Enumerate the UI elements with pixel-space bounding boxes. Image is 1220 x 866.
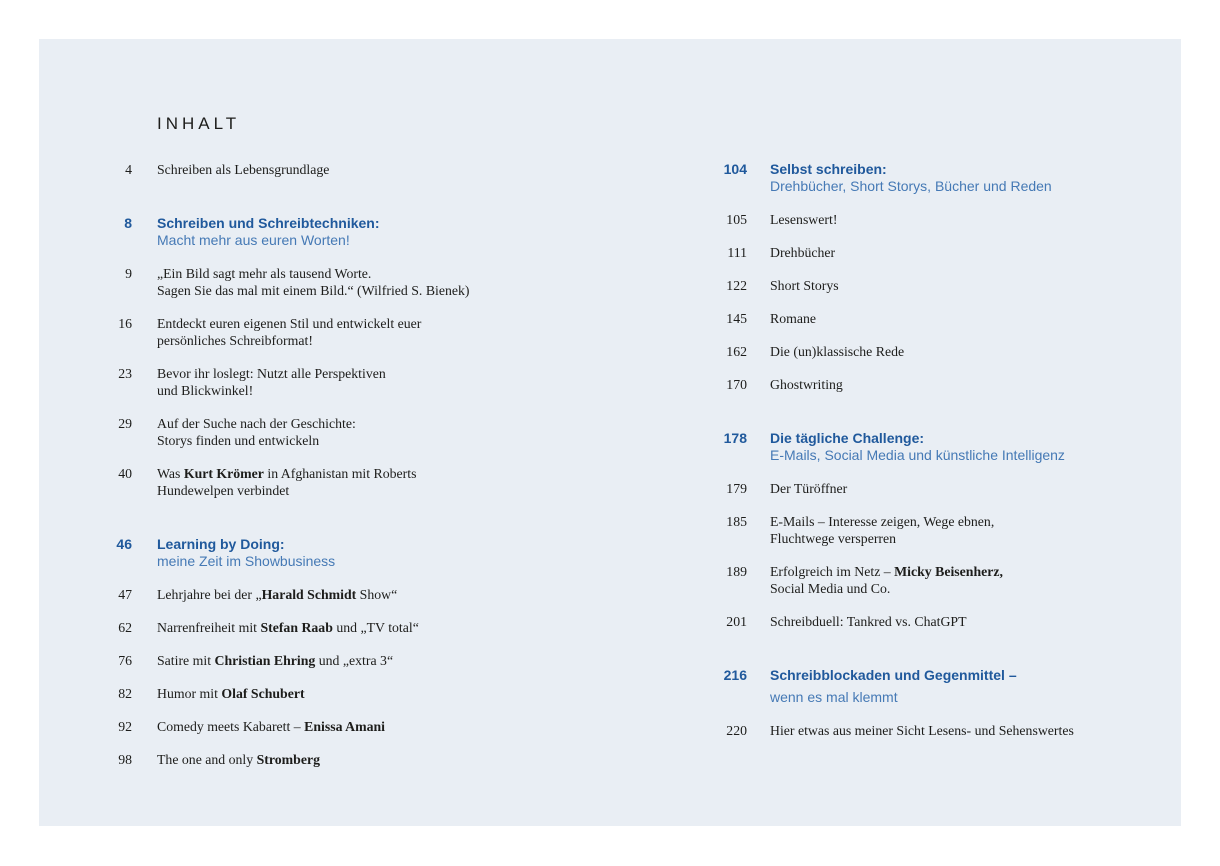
entry-text (157, 652, 393, 669)
entry-text (157, 619, 419, 636)
entry-page-number: 105 (726, 212, 747, 227)
entry-text-segment: Macht mehr aus euren Worten! (157, 232, 350, 248)
entry-page-number: 8 (124, 215, 132, 231)
entry-page-number: 62 (118, 620, 132, 635)
entry-text-segment: Drehbücher, Short Storys, Bücher und Reden (770, 178, 1052, 194)
entry-text (770, 376, 843, 393)
entry-text-segment: Ghostwriting (770, 377, 843, 392)
entry-text-segment: persönliches Schreibformat! (157, 333, 313, 348)
entry-line (157, 482, 416, 499)
toc-section-entry (39, 536, 470, 570)
entry-line (157, 652, 393, 669)
entry-page-number: 145 (726, 311, 747, 326)
toc-page (39, 39, 1181, 826)
entry-text-segment: Fluchtwege versperren (770, 531, 897, 546)
page-title: INHALT (157, 114, 241, 133)
entry-text (770, 722, 1074, 739)
entry-line (770, 722, 1074, 739)
entry-text-segment: Humor mit (157, 686, 222, 701)
entry-text (770, 613, 967, 630)
toc-item-entry (679, 513, 1074, 547)
entry-line (770, 689, 1017, 706)
entry-line (157, 232, 380, 249)
toc-item-entry (679, 480, 1074, 497)
entry-text (770, 310, 816, 327)
toc-item-entry (39, 685, 470, 702)
entry-text (157, 161, 329, 178)
entry-line (770, 376, 843, 393)
entry-page-number: 76 (118, 653, 132, 668)
entry-text (157, 685, 305, 702)
entry-text-segment: wenn es mal klemmt (770, 689, 898, 705)
entry-text-bold-segment: Stefan Raab (260, 620, 333, 635)
entry-text-bold-segment: Stromberg (256, 752, 320, 767)
entry-line (157, 415, 356, 432)
entry-page-number: 23 (118, 366, 132, 381)
toc-item-entry (39, 718, 470, 735)
entry-line (157, 332, 421, 349)
entry-line (770, 580, 1003, 597)
entry-line (770, 244, 835, 261)
entry-text-segment: meine Zeit im Showbusiness (157, 553, 336, 569)
entry-page-number: 4 (125, 162, 132, 177)
entry-line (770, 480, 847, 497)
toc-item-entry (39, 465, 470, 499)
toc-section-entry (679, 161, 1074, 195)
entry-line (770, 430, 1065, 447)
entry-text (770, 667, 1017, 706)
toc-item-entry (39, 751, 470, 768)
toc-item-entry (39, 619, 470, 636)
entry-page-number: 179 (726, 481, 747, 496)
entry-text (770, 343, 904, 360)
entry-text-segment: und „extra 3“ (315, 653, 394, 668)
entry-page-number: 216 (723, 667, 747, 683)
entry-line (157, 465, 416, 482)
entry-text-segment: und Blickwinkel! (157, 383, 254, 398)
entry-text (157, 718, 385, 735)
entry-text-bold-segment: Micky Beisenherz, (894, 564, 1003, 579)
entry-line (157, 553, 335, 570)
entry-page-number: 16 (118, 316, 132, 331)
entry-page-number: 92 (118, 719, 132, 734)
entry-text-segment: Schreibduell: Tankred vs. ChatGPT (770, 614, 967, 629)
entry-page-number: 170 (726, 377, 747, 392)
entry-text (157, 265, 470, 299)
entry-text-segment: in Afghanistan mit Roberts (263, 466, 417, 481)
entry-text (770, 480, 847, 497)
entry-line (770, 530, 994, 547)
entry-text (770, 513, 994, 547)
entry-text-bold-segment: Olaf Schubert (221, 686, 305, 701)
entry-page-number: 189 (726, 564, 747, 579)
entry-page-number: 82 (118, 686, 132, 701)
entry-text-segment: Erfolgreich im Netz – (770, 564, 895, 579)
entry-text-segment: Sagen Sie das mal mit einem Bild.“ (Wilfried S. Bienek) (157, 283, 470, 298)
toc-item-entry (679, 722, 1074, 739)
entry-text-segment: Was (157, 466, 184, 481)
entry-line (157, 718, 385, 735)
entry-page-number: 40 (118, 466, 132, 481)
entry-text-segment: Entdeckt euren eigenen Stil und entwickelt euer (157, 316, 422, 331)
entry-line (770, 161, 1052, 178)
toc-item-entry (39, 315, 470, 349)
entry-line (770, 447, 1065, 464)
entry-line (157, 365, 386, 382)
entry-line (157, 282, 470, 299)
entry-line (157, 215, 380, 232)
entry-text (770, 161, 1052, 195)
entry-text-segment: Selbst schreiben: (770, 161, 887, 177)
entry-line (157, 586, 397, 603)
entry-text-segment: Hier etwas aus meiner Sicht Lesens- und Sehenswertes (770, 723, 1074, 738)
entry-text-segment: Show“ (356, 587, 398, 602)
entry-text-segment: Satire mit (157, 653, 215, 668)
entry-page-number: 162 (726, 344, 747, 359)
toc-section-entry (39, 215, 470, 249)
entry-page-number: 29 (118, 416, 132, 431)
entry-text (770, 244, 835, 261)
entry-text (157, 215, 380, 249)
entry-text (157, 465, 416, 499)
entry-text-segment: „Ein Bild sagt mehr als tausend Worte. (157, 266, 372, 281)
entry-line (157, 161, 329, 178)
entry-text-segment: E-Mails – Interesse zeigen, Wege ebnen, (770, 514, 995, 529)
entry-text-bold-segment: Kurt Krömer (183, 466, 264, 481)
entry-text-segment: Die (un)klassische Rede (770, 344, 905, 359)
entry-page-number: 111 (727, 245, 747, 260)
entry-text-segment: Die tägliche Challenge: (770, 430, 925, 446)
entry-text (157, 415, 356, 449)
toc-item-entry (679, 277, 1074, 294)
toc-column-right (679, 161, 1074, 739)
entry-text (770, 563, 1003, 597)
entry-text-segment: E-Mails, Social Media und künstliche Intelligenz (770, 447, 1065, 463)
entry-text-segment: Der Türöffner (770, 481, 848, 496)
entry-text-segment: Narrenfreiheit mit (157, 620, 261, 635)
entry-line (770, 613, 967, 630)
entry-text-segment: The one and only (157, 752, 257, 767)
toc-section-entry (679, 430, 1074, 464)
entry-text-segment: Hundewelpen verbindet (157, 483, 290, 498)
entry-page-number: 46 (116, 536, 132, 552)
entry-line (770, 563, 1003, 580)
entry-text-segment: Schreiben als Lebensgrundlage (157, 162, 330, 177)
entry-line (157, 315, 421, 332)
entry-text (157, 315, 421, 349)
entry-text-segment: Bevor ihr loslegt: Nutzt alle Perspektiven (157, 366, 386, 381)
entry-text-bold-segment: Enissa Amani (304, 719, 386, 734)
toc-item-entry (39, 652, 470, 669)
entry-line (157, 432, 356, 449)
toc-item-entry (39, 586, 470, 603)
entry-page-number: 220 (726, 723, 747, 738)
toc-item-entry (679, 244, 1074, 261)
entry-page-number: 98 (118, 752, 132, 767)
entry-page-number: 122 (726, 278, 747, 293)
entry-line (770, 277, 839, 294)
entry-text (770, 430, 1065, 464)
toc-item-entry (679, 343, 1074, 360)
entry-line (770, 343, 904, 360)
toc-item-entry (39, 265, 470, 299)
entry-line (157, 536, 335, 553)
entry-line (770, 211, 837, 228)
toc-entries-left (39, 161, 470, 768)
toc-section-entry (679, 667, 1074, 706)
entry-text-segment: Lehrjahre bei der „ (157, 587, 262, 602)
entry-page-number: 9 (125, 266, 132, 281)
entry-line (157, 382, 386, 399)
entry-text-segment: und „TV total“ (332, 620, 419, 635)
entry-text-segment: Social Media und Co. (770, 581, 891, 596)
entry-text (770, 277, 839, 294)
toc-item-entry (679, 211, 1074, 228)
toc-item-entry (679, 310, 1074, 327)
entry-text-segment: Learning by Doing: (157, 536, 285, 552)
toc-item-entry (39, 161, 470, 178)
entry-text (157, 751, 320, 768)
entry-text-segment: Comedy meets Kabarett – (157, 719, 305, 734)
toc-entries-right (679, 161, 1074, 739)
entry-line (770, 310, 816, 327)
entry-text-segment: Storys finden und entwickeln (157, 433, 320, 448)
entry-text-segment: Romane (770, 311, 816, 326)
entry-page-number: 47 (118, 587, 132, 602)
entry-line (157, 751, 320, 768)
entry-text-segment: Drehbücher (770, 245, 836, 260)
entry-line (157, 265, 470, 282)
entry-text-segment: Schreiben und Schreibtechniken: (157, 215, 380, 231)
entry-text (770, 211, 837, 228)
toc-item-entry (39, 415, 470, 449)
entry-line (770, 513, 994, 530)
toc-item-entry (679, 613, 1074, 630)
entry-line (157, 619, 419, 636)
toc-item-entry (679, 376, 1074, 393)
entry-text (157, 536, 335, 570)
entry-text-segment: Schreibblockaden und Gegenmittel – (770, 667, 1017, 683)
entry-page-number: 104 (723, 161, 747, 177)
toc-item-entry (679, 563, 1074, 597)
toc-item-entry (39, 365, 470, 399)
entry-line (770, 667, 1017, 684)
entry-line (157, 685, 305, 702)
entry-text-segment: Lesenswert! (770, 212, 838, 227)
entry-text (157, 586, 397, 603)
entry-text (157, 365, 386, 399)
entry-line (770, 178, 1052, 195)
entry-page-number: 201 (726, 614, 747, 629)
entry-page-number: 185 (726, 514, 747, 529)
entry-page-number: 178 (723, 430, 747, 446)
entry-text-bold-segment: Christian Ehring (214, 653, 316, 668)
toc-column-left (39, 114, 470, 768)
entry-text-segment: Auf der Suche nach der Geschichte: (157, 416, 356, 431)
entry-text-bold-segment: Harald Schmidt (261, 587, 357, 602)
entry-text-segment: Short Storys (770, 278, 839, 293)
